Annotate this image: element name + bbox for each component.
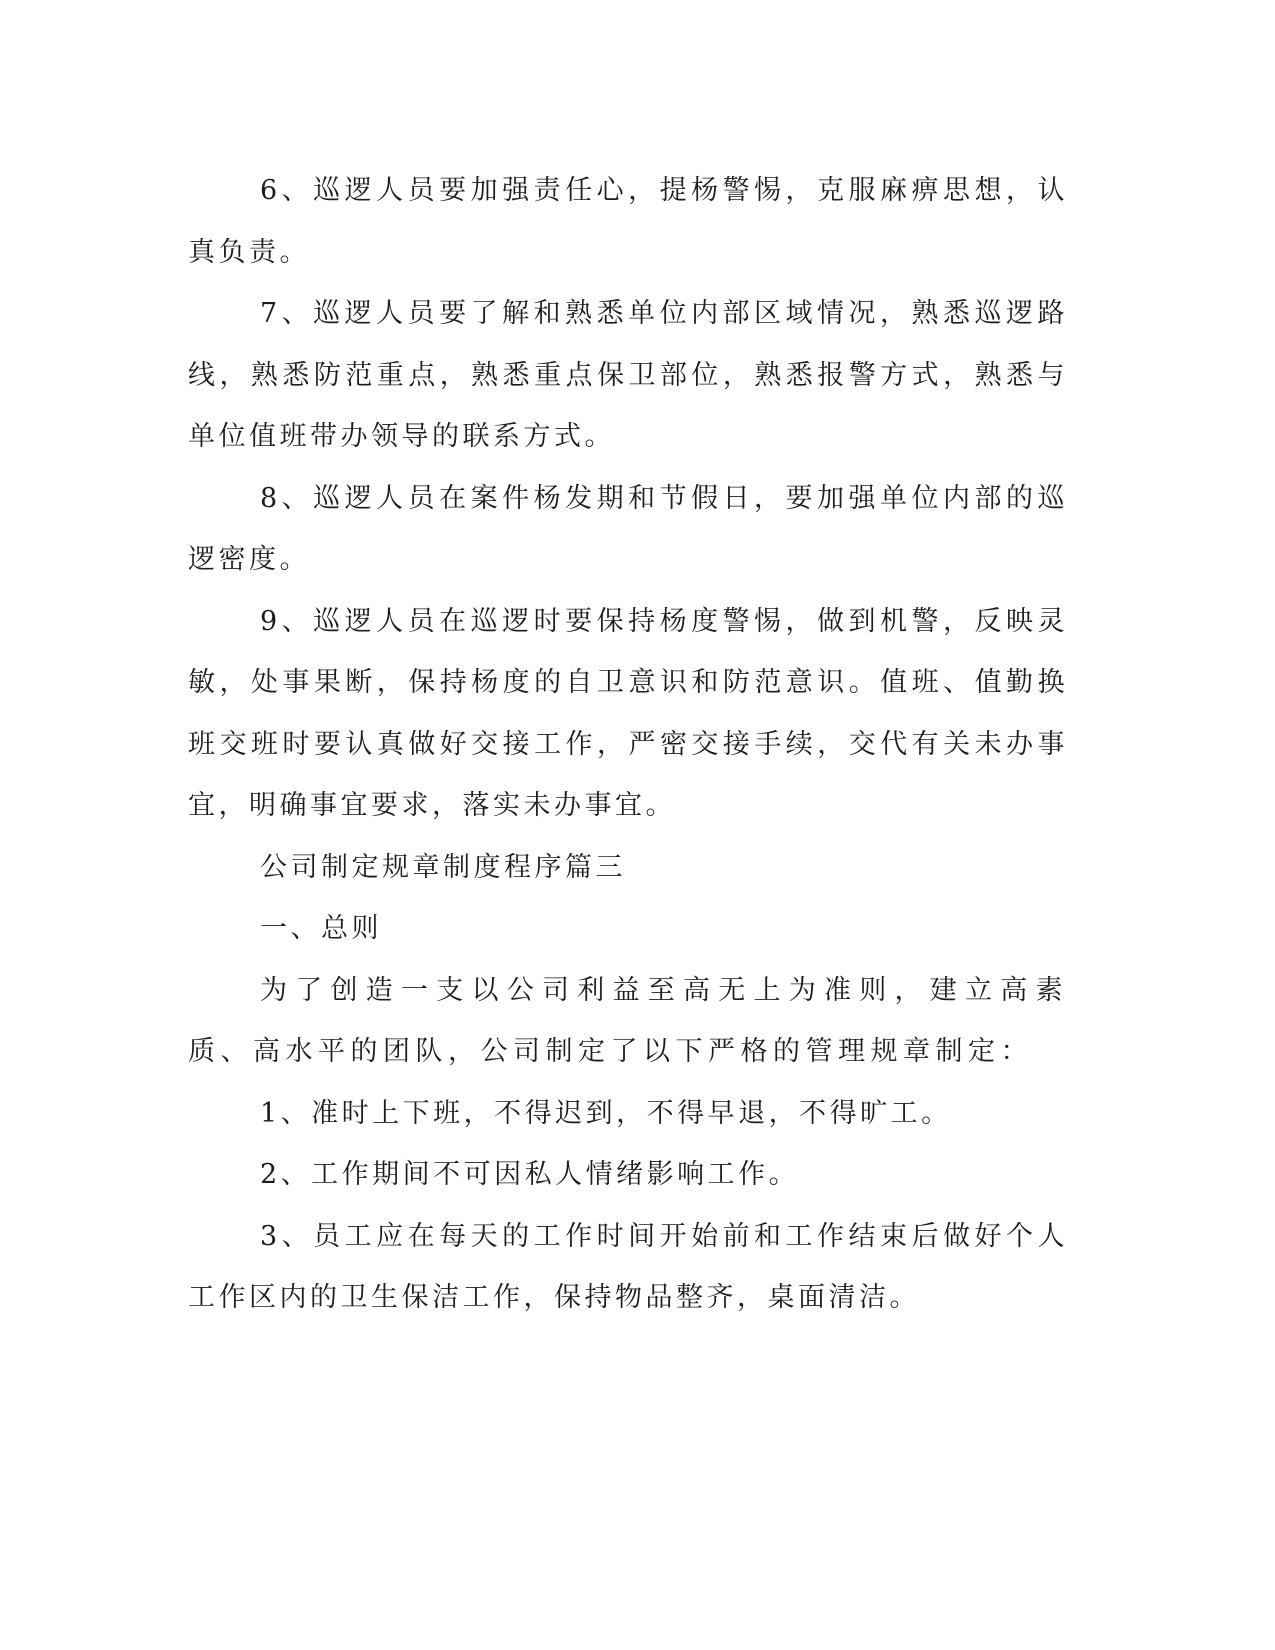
- section-title: 公司制定规章制度程序篇三: [260, 851, 626, 883]
- document-body: [188, 160, 1068, 1329]
- paragraph-item-6: 6、巡逻人员要加强责任心，提杨警惕，克服麻痹思想，认真负责。: [188, 175, 1068, 268]
- rule-item-1: 1、准时上下班，不得迟到，不得早退，不得旷工。: [260, 1097, 952, 1129]
- chapter-heading: 一、总则: [260, 913, 382, 944]
- intro-paragraph: 为了创造一支以公司利益至高无上为准则，建立高素质、高水平的团队，公司制定了以下严格的管理规章制定：: [188, 974, 1068, 1067]
- paragraph-item-9: 9、巡逻人员在巡逻时要保持杨度警惕，做到机警，反映灵敏，处事果断，保持杨度的自卫意识和防范意识。值班、值勤换班交班时要认真做好交接工作，严密交接手续，交代有关未办事宜，明确事宜要求，落实未办事宜。: [188, 605, 1068, 821]
- paragraph-item-8: 8、巡逻人员在案件杨发期和节假日，要加强单位内部的巡逻密度。: [188, 482, 1068, 575]
- paragraph-item-7: 7、巡逻人员要了解和熟悉单位内部区域情况，熟悉巡逻路线，熟悉防范重点，熟悉重点保卫部位，熟悉报警方式，熟悉与单位值班带办领导的联系方式。: [188, 298, 1068, 452]
- rule-item-3: 3、员工应在每天的工作时间开始前和工作结束后做好个人工作区内的卫生保洁工作，保持物品整齐，桌面清洁。: [188, 1220, 1068, 1313]
- rule-item-2: 2、工作期间不可因私人情绪影响工作。: [260, 1159, 800, 1190]
